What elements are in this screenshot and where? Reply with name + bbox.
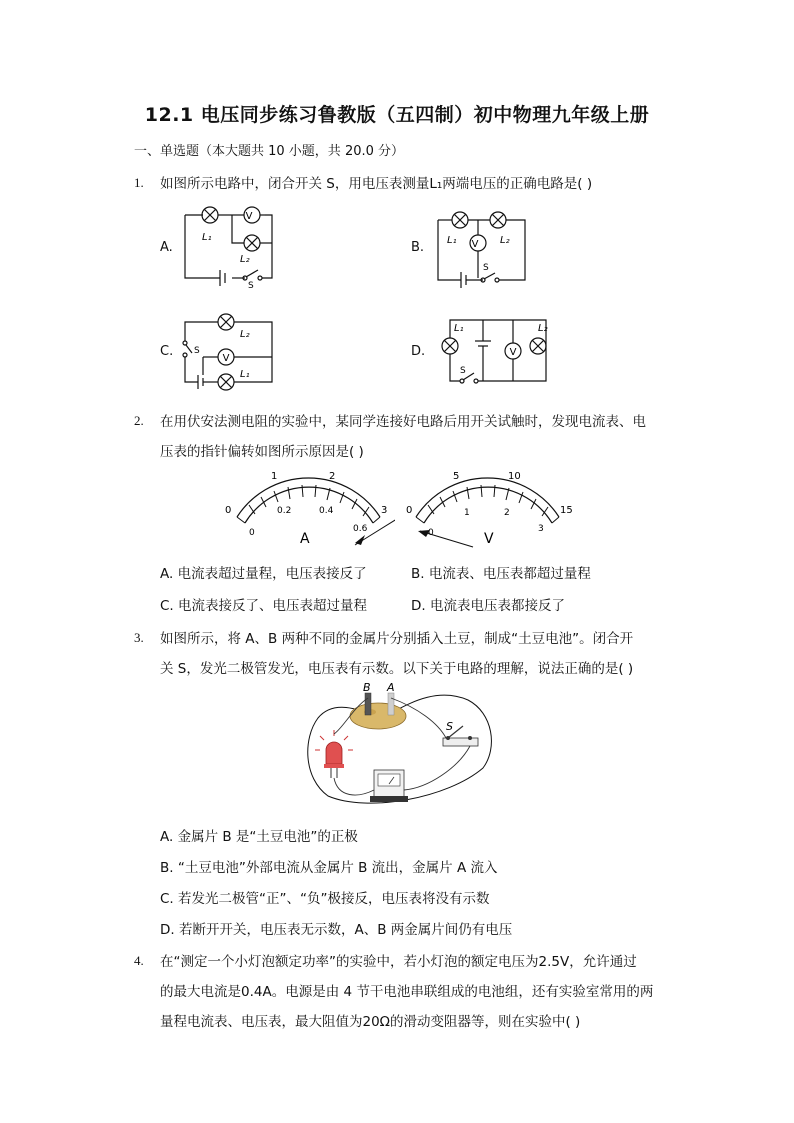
question-text: 在用伏安法测电阻的实验中，某同学连接好电路后用开关试触时，发现电流表、电 [160,414,646,430]
question-text: 的最大电流是0.4A。电源是由 4 节干电池串联组成的电池组，还有实验室常用的两 [160,984,654,1000]
answer-option: D. 若断开开关，电压表无示数，A、B 两金属片间仍有电压 [160,922,513,938]
question-text: 量程电流表、电压表，最大阻值为20Ω的滑动变阻器等，则在实验中( ) [160,1014,581,1030]
lamp-label: L₁ [202,232,212,243]
lamp-label: L₂ [240,329,250,340]
question-text: 压表的指针偏转如图所示原因是( ) [160,444,364,460]
switch-label: S [194,346,200,356]
question-text: 如图所示，将 A、B 两种不同的金属片分别插入土豆，制成“土豆电池”。闭合开 [160,631,634,647]
switch-label: S [483,263,489,273]
lamp-label: L₁ [447,235,457,246]
answer-option: C. 若发光二极管“正”、“负”极接反，电压表将没有示数 [160,891,490,907]
lamp-label: L₂ [240,254,250,265]
ammeter-tick-label: 0.2 [277,506,292,516]
metal-plate-label: A [387,681,395,694]
lamp-label: L₂ [538,323,548,334]
option-letter: C. [160,344,174,359]
circuit-diagram-b [433,200,533,292]
ammeter-tick-label: 0.6 [353,524,368,534]
voltmeter-dial [398,465,583,555]
question-number: 2. [134,413,144,428]
option-letter: D. [411,344,426,359]
voltmeter-symbol-label: V [509,347,517,358]
lamp-label: L₁ [240,369,250,380]
voltmeter-tick-label: 15 [560,505,573,516]
question-text: 在“测定一个小灯泡额定功率”的实验中，若小灯泡的额定电压为2.5V，允许通过 [160,954,637,970]
question-number: 4. [134,953,144,968]
voltmeter-tick-label: 3 [538,524,544,534]
section-heading: 一、单选题（本大题共 10 小题，共 20.0 分） [134,144,405,159]
question-text: 关 S，发光二极管发光，电压表有示数。以下关于电路的理解，说法正确的是( ) [160,661,634,677]
answer-option: A. 电流表超过量程，电压表接反了 [160,566,367,582]
answer-option: D. 电流表电压表都接反了 [411,598,565,614]
ammeter-tick-label: 3 [381,505,388,516]
answer-option: B. 电流表、电压表都超过量程 [411,566,591,582]
page-title: 12.1 电压同步练习鲁教版（五四制）初中物理九年级上册 [144,104,650,126]
ammeter-tick-label: 0.4 [319,506,334,516]
voltmeter-symbol-label: V [471,239,479,250]
option-letter: A. [160,240,173,255]
voltmeter-tick-label: 0 [406,505,413,516]
circuit-diagram-a [180,200,280,290]
lamp-label: L₂ [500,235,510,246]
voltmeter-symbol-label: V [484,531,494,547]
ammeter-tick-label: 1 [271,471,278,482]
led-icon [315,730,353,778]
option-letter: B. [411,240,425,255]
voltmeter-symbol-label: V [222,353,230,364]
voltmeter-tick-label: 0 [428,528,434,538]
answer-option: A. 金属片 B 是“土豆电池”的正极 [160,829,358,845]
switch-label: S [460,366,466,376]
potato-battery-figure [298,678,500,808]
voltmeter-tick-label: 2 [504,508,510,518]
answer-option: B. “土豆电池”外部电流从金属片 B 流出，金属片 A 流入 [160,860,498,876]
switch-label: S [446,720,453,733]
circuit-diagram-c [180,305,280,397]
voltmeter-tick-label: 5 [453,471,460,482]
ammeter-symbol-label: A [300,531,310,547]
voltmeter-icon [370,770,408,802]
voltmeter-tick-label: 10 [508,471,521,482]
ammeter-tick-label: 0 [249,528,255,538]
voltmeter-symbol-label: V [245,211,253,222]
voltmeter-tick-label: 1 [464,508,470,518]
circuit-diagram-d [438,315,553,387]
question-number: 3. [134,630,144,645]
ammeter-dial [215,465,395,555]
metal-plate-label: B [363,681,371,694]
question-text: 如图所示电路中，闭合开关 S，用电压表测量L₁两端电压的正确电路是( ) [160,176,593,192]
answer-option: C. 电流表接反了、电压表超过量程 [160,598,368,614]
question-number: 1. [134,175,144,190]
lamp-label: L₁ [454,323,464,334]
switch-label: S [248,281,254,290]
ammeter-tick-label: 2 [329,471,336,482]
ammeter-tick-label: 0 [225,505,232,516]
